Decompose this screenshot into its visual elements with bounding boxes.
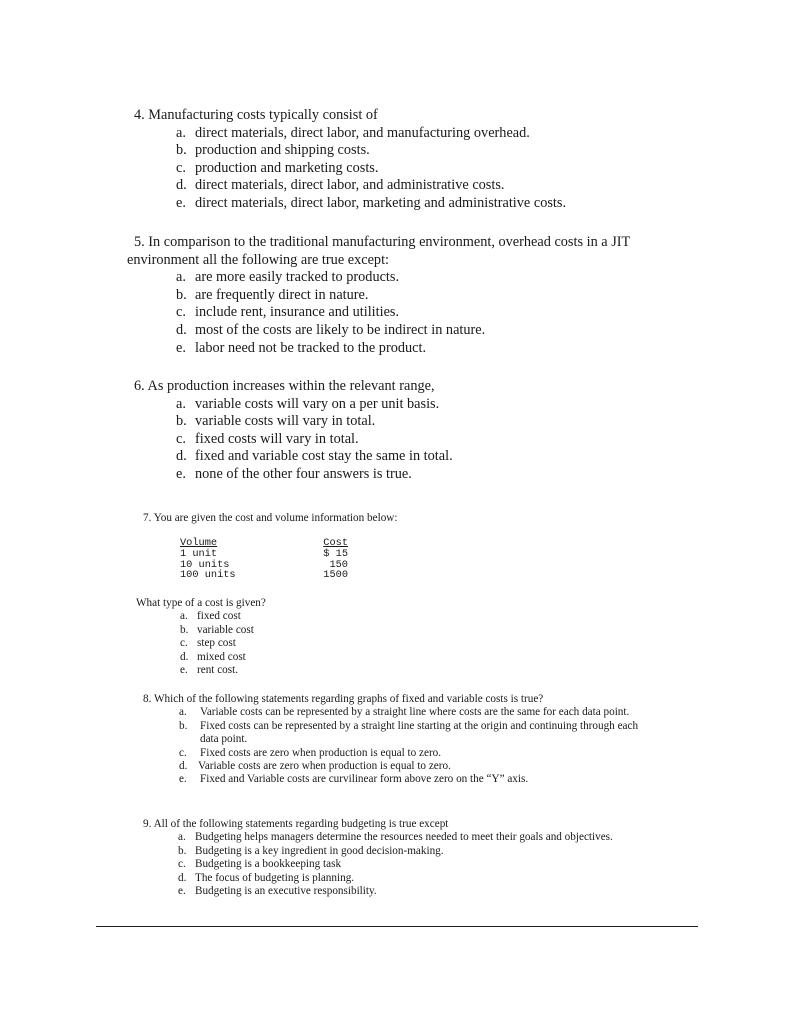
question-7-stem xyxy=(143,512,703,525)
table-row xyxy=(180,570,348,581)
question-stem: 4. Manufacturing costs typically consist of xyxy=(134,107,378,123)
table-cell-volume: 10 units xyxy=(180,558,230,571)
option-e: e. labor need not be tracked to the product. xyxy=(176,339,427,356)
option-b: b. variable cost xyxy=(180,623,254,636)
question-stem: 7. You are given the cost and volume information below: xyxy=(143,512,398,524)
option-c: c. production and marketing costs. xyxy=(176,159,379,176)
option-d: d. mixed cost xyxy=(180,650,246,663)
option-a: a. fixed cost xyxy=(180,610,241,623)
option-e: e. Fixed and Variable costs are curvilinear form above zero on the “Y” axis. xyxy=(179,773,529,786)
option-e: e. Budgeting is an executive responsibility. xyxy=(178,885,377,898)
option-b: b. production and shipping costs. xyxy=(176,142,370,159)
table-cell-volume: 100 units xyxy=(180,569,236,582)
option-c: c. Budgeting is a bookkeeping task xyxy=(178,858,342,871)
option-b: b. Fixed costs can be represented by a straight line starting at the origin and continuing through each data point. xyxy=(179,719,639,746)
question-stem: 9. All of the following statements regarding budgeting is true except xyxy=(143,818,449,830)
option-a: a. Variable costs can be represented by a straight line where costs are the same for each data point. xyxy=(179,706,630,719)
option-d: d. The focus of budgeting is planning. xyxy=(178,871,355,884)
table-row xyxy=(180,549,348,560)
option-a: a. variable costs will vary on a per unit basis. xyxy=(176,395,440,412)
question-4 xyxy=(134,107,734,213)
table-header-volume: Volume xyxy=(180,537,218,549)
option-list xyxy=(179,706,651,786)
option-list xyxy=(180,610,696,677)
question-6 xyxy=(134,378,734,484)
option-c: c. fixed costs will vary in total. xyxy=(176,430,359,447)
option-list xyxy=(176,269,747,357)
table-cell-cost: 1500 xyxy=(323,569,348,582)
option-a: a. Budgeting helps managers determine the resources needed to meet their goals and objectives. xyxy=(178,831,613,844)
option-e: e. direct materials, direct labor, marketing and administrative costs. xyxy=(176,194,567,211)
option-d: d. direct materials, direct labor, and administrative costs. xyxy=(176,177,505,194)
option-c: c. step cost xyxy=(180,637,236,650)
option-b: b. are frequently direct in nature. xyxy=(176,286,369,303)
table-header-cost: Cost xyxy=(323,537,348,549)
option-list xyxy=(176,125,734,213)
option-d: d. Variable costs are zero when production is equal to zero. xyxy=(179,760,451,773)
question-9 xyxy=(143,818,703,898)
option-b: b. Budgeting is a key ingredient in good decision-making. xyxy=(178,844,444,857)
cost-volume-table xyxy=(180,538,348,581)
question-stem: 5. In comparison to the traditional manufacturing environment, overhead costs in a JIT xyxy=(134,234,631,250)
option-a: a. are more easily tracked to products. xyxy=(176,269,400,286)
option-d: d. fixed and variable cost stay the same in total. xyxy=(176,448,453,465)
option-list xyxy=(178,831,628,898)
option-e: e. rent cost. xyxy=(180,664,239,677)
option-d: d. most of the costs are likely to be indirect in nature. xyxy=(176,321,486,338)
question-stem: 8. Which of the following statements regarding graphs of fixed and variable costs is true? xyxy=(143,693,544,705)
question-8 xyxy=(143,693,703,787)
option-e: e. none of the other four answers is true. xyxy=(176,465,412,482)
option-list xyxy=(176,396,734,484)
table-cell-volume: 1 unit xyxy=(180,547,218,560)
table-cell-cost: 150 xyxy=(329,558,348,571)
option-b: b. variable costs will vary in total. xyxy=(176,413,376,430)
question-stem: 6. As production increases within the relevant range, xyxy=(134,378,435,394)
option-a: a. direct materials, direct labor, and manufacturing overhead. xyxy=(176,124,530,141)
question-stem-continued: environment all the following are true except: xyxy=(127,251,390,268)
option-c: c. include rent, insurance and utilities. xyxy=(176,304,400,321)
page-divider xyxy=(96,926,698,927)
question-5 xyxy=(127,234,747,357)
option-c: c. Fixed costs are zero when production is equal to zero. xyxy=(179,746,442,759)
question-prompt: What type of a cost is given? xyxy=(136,597,266,609)
question-7-body xyxy=(136,597,696,677)
table-cell-cost: $ 15 xyxy=(323,547,348,560)
